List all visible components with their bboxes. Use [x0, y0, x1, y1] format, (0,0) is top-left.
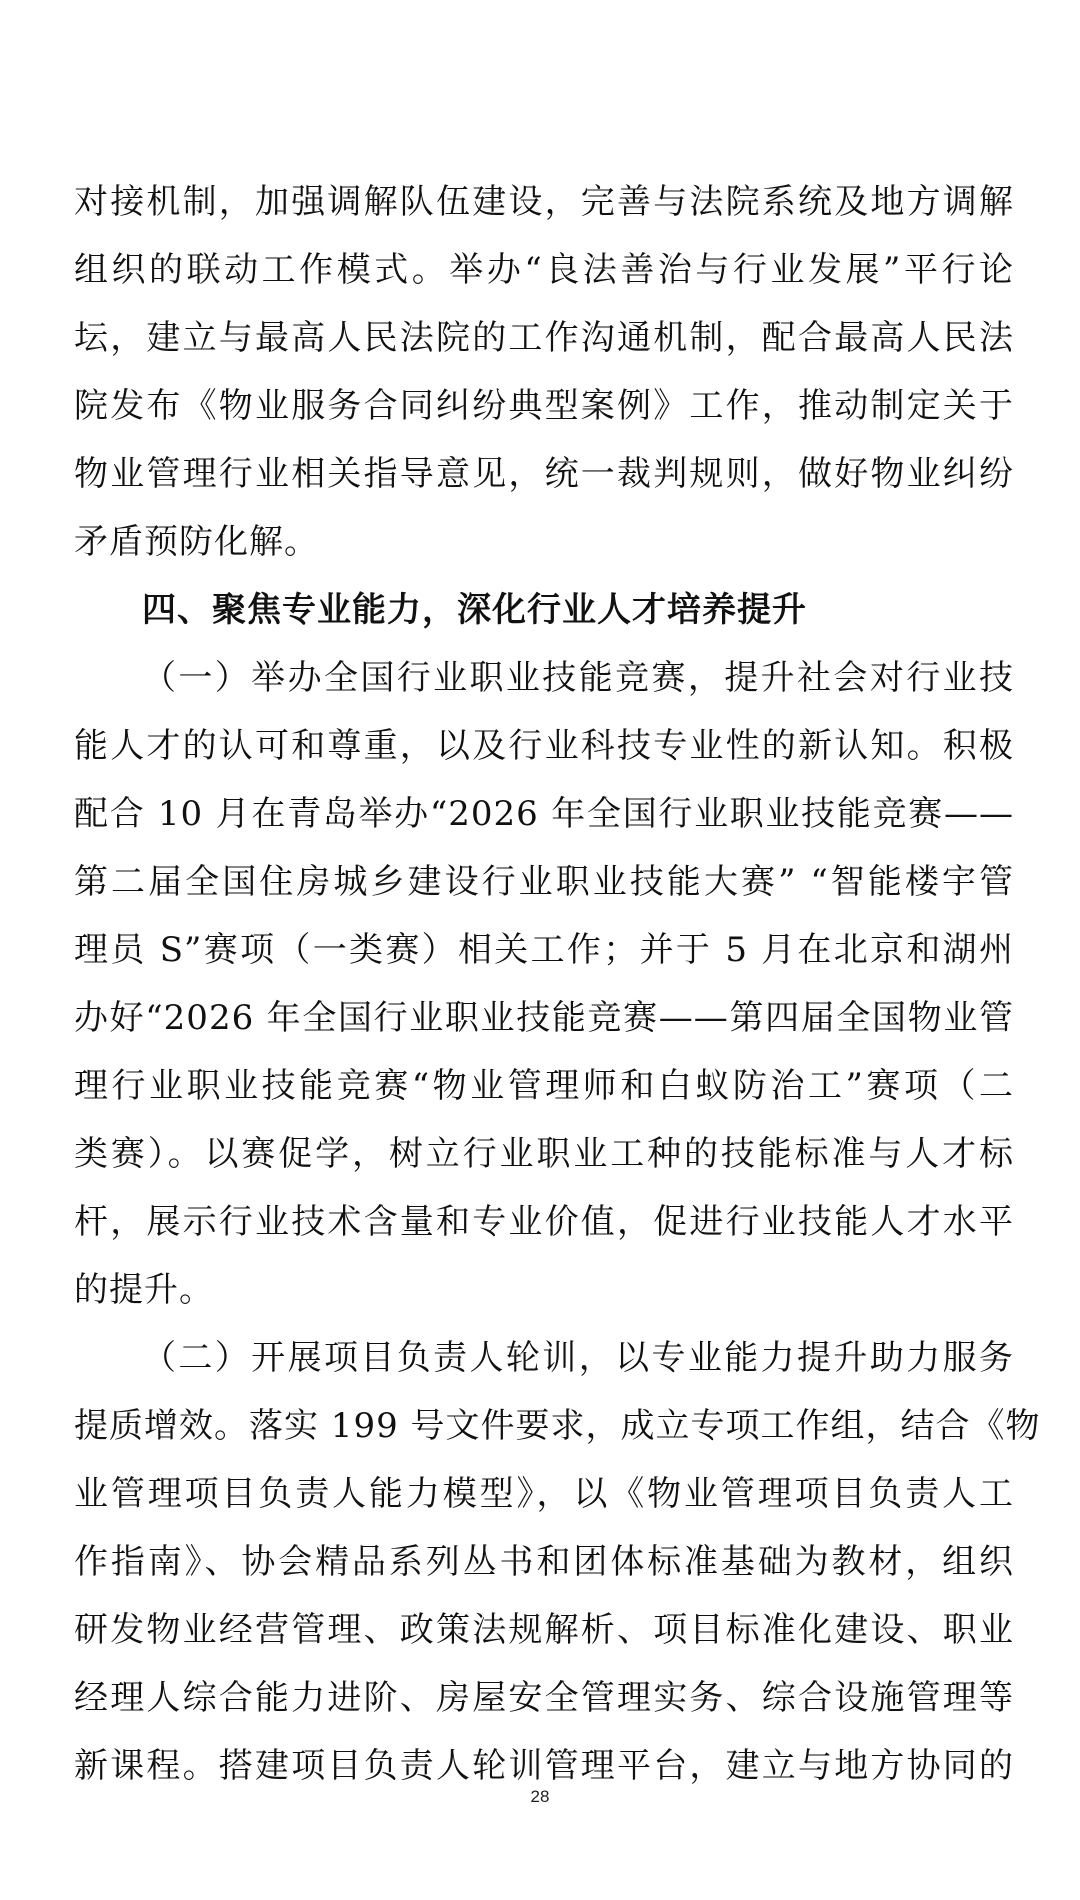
text-line: 对接机制，加强调解队伍建设，完善与法院系统及地方调解	[74, 182, 1014, 222]
text-line: 物业管理行业相关指导意见，统一裁判规则，做好物业纠纷	[74, 454, 1014, 494]
text-line: 类赛）。以赛促学，树立行业职业工种的技能标准与人才标	[74, 1134, 1014, 1174]
paragraph-skills-competition	[74, 644, 1014, 1324]
text-line: 院发布《物业服务合同纠纷典型案例》工作，推动制定关于	[74, 386, 1014, 426]
text-line: （一）举办全国行业职业技能竞赛，提升社会对行业技	[142, 658, 1014, 698]
text-line: 的提升。	[74, 1270, 214, 1310]
text-line: 经理人综合能力进阶、房屋安全管理实务、综合设施管理等	[74, 1678, 1014, 1718]
text-line: 办好“2026 年全国行业职业技能竞赛——第四届全国物业管	[74, 998, 1014, 1038]
text-line: （二）开展项目负责人轮训，以专业能力提升助力服务	[142, 1338, 1014, 1378]
text-line: 业管理项目负责人能力模型》，以《物业管理项目负责人工	[74, 1474, 1014, 1514]
text-line: 新课程。搭建项目负责人轮训管理平台，建立与地方协同的	[74, 1746, 1014, 1786]
section-heading: 四、聚焦专业能力，深化行业人才培养提升	[142, 590, 807, 630]
paragraph-mediation-mechanism	[74, 168, 1014, 576]
text-line: 作指南》、协会精品系列丛书和团体标准基础为教材，组织	[74, 1542, 1014, 1582]
paragraph-project-leader-training	[74, 1324, 1041, 1800]
text-line: 理行业职业技能竞赛“物业管理师和白蚁防治工”赛项（二	[74, 1066, 1014, 1106]
text-line: 研发物业经营管理、政策法规解析、项目标准化建设、职业	[74, 1610, 1014, 1650]
text-line: 提质增效。落实 199 号文件要求，成立专项工作组，结合《物	[74, 1406, 1041, 1446]
text-line: 矛盾预防化解。	[74, 522, 319, 562]
text-line: 坛，建立与最高人民法院的工作沟通机制，配合最高人民法	[74, 318, 1014, 358]
text-line: 配合 10 月在青岛举办“2026 年全国行业职业技能竞赛——	[74, 794, 1014, 834]
text-line: 理员 S”赛项（一类赛）相关工作；并于 5 月在北京和湖州	[74, 930, 1014, 970]
text-line: 组织的联动工作模式。举办“良法善治与行业发展”平行论	[74, 250, 1014, 290]
text-line: 第二届全国住房城乡建设行业职业技能大赛” “智能楼宇管	[74, 862, 1014, 902]
text-line: 杆，展示行业技术含量和专业价值，促进行业技能人才水平	[74, 1202, 1014, 1242]
text-line: 能人才的认可和尊重，以及行业科技专业性的新认知。积极	[74, 726, 1014, 766]
document-page	[74, 168, 1041, 1800]
page-number: 28	[530, 1787, 550, 1806]
